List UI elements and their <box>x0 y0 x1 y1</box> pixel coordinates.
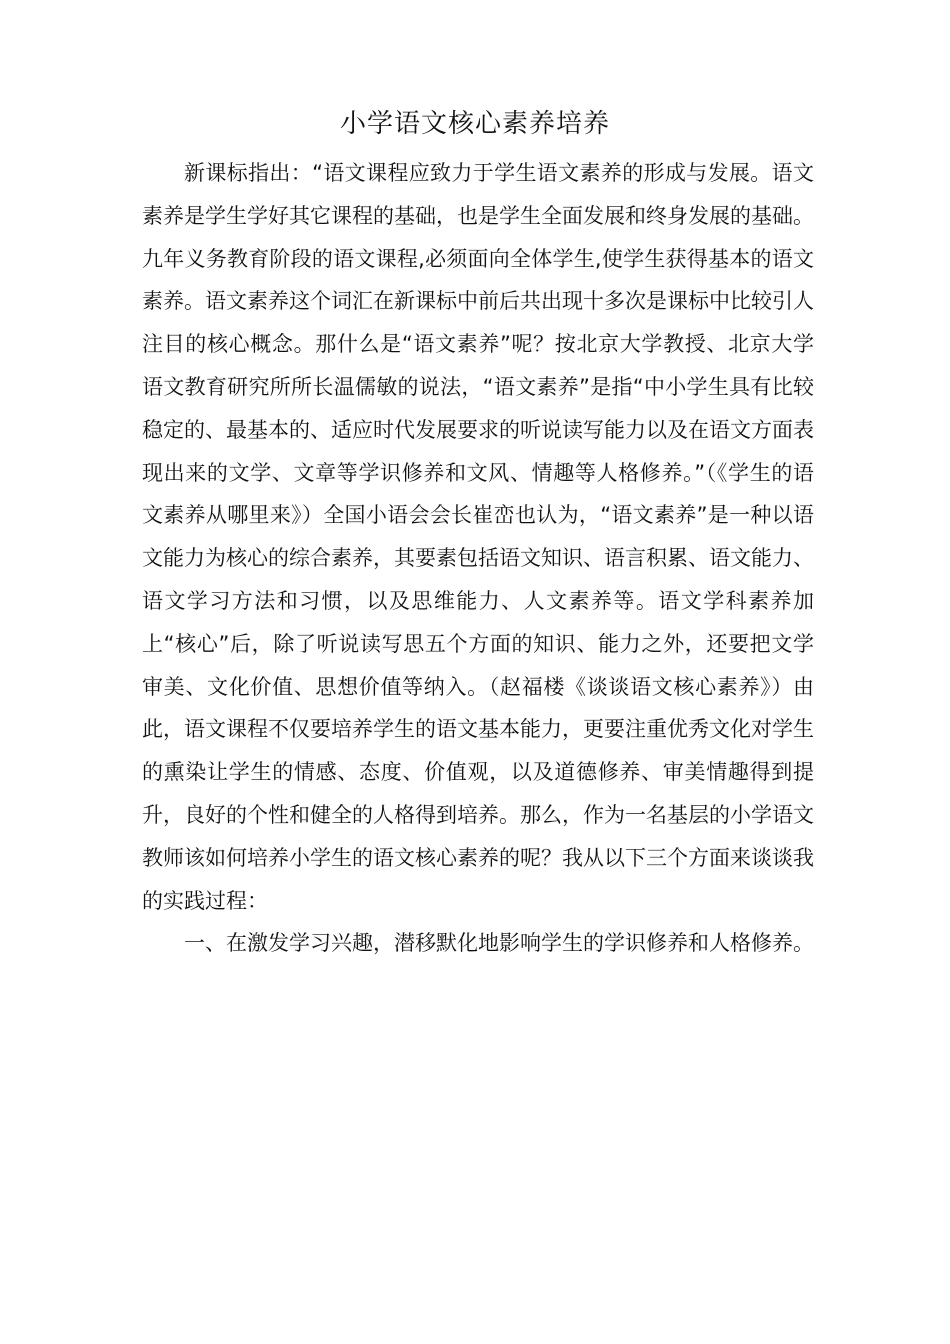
document-body <box>142 152 814 965</box>
section-heading-one: 一、在激发学习兴趣，潜移默化地影响学生的学识修养和人格修养。 <box>184 931 814 956</box>
body-paragraph-intro: 新课标指出：“语文课程应致力于学生语文素养的形成与发展。语文素养是学生学好其它课程的基础，也是学生全面发展和终身发展的基础。九年义务教育阶段的语文课程,必须面向全体学生,使学生获得基本的语文素养。语文素养这个词汇在新课标中前后共出现十多次是课标中比较引人注目的核心概念。那什么是“语文素养”呢？按北京大学教授、北京大学语文教育研究所所长温儒敏的说法，“语文素养”是指“中小学生具有比较稳定的、最基本的、适应时代发展要求的听说读写能力以及在语文方面表现出来的文学、文章等学识修养和文风、情趣等人格修养。”（《学生的语文素养从哪里来》）全国小语会会长崔峦也认为，“语文素养”是一种以语文能力为核心的综合素养，其要素包括语文知识、语言积累、语文能力、语文学习方法和习惯，以及思维能力、人文素养等。语文学科素养加上“核心”后，除了听说读写思五个方面的知识、能力之外，还要把文学审美、文化价值、思想价值等纳入。（赵福楼《谈谈语文核心素养》）由此，语文课程不仅要培养学生的语文基本能力，更要注重优秀文化对学生的熏染让学生的情感、态度、价值观，以及道德修养、审美情趣得到提升，良好的个性和健全的人格得到培养。那么，作为一名基层的小学语文教师该如何培养小学生的语文核心素养的呢？我从以下三个方面来谈谈我的实践过程： <box>142 161 814 913</box>
document-title: 小学语文核心素养培养 <box>339 109 610 139</box>
